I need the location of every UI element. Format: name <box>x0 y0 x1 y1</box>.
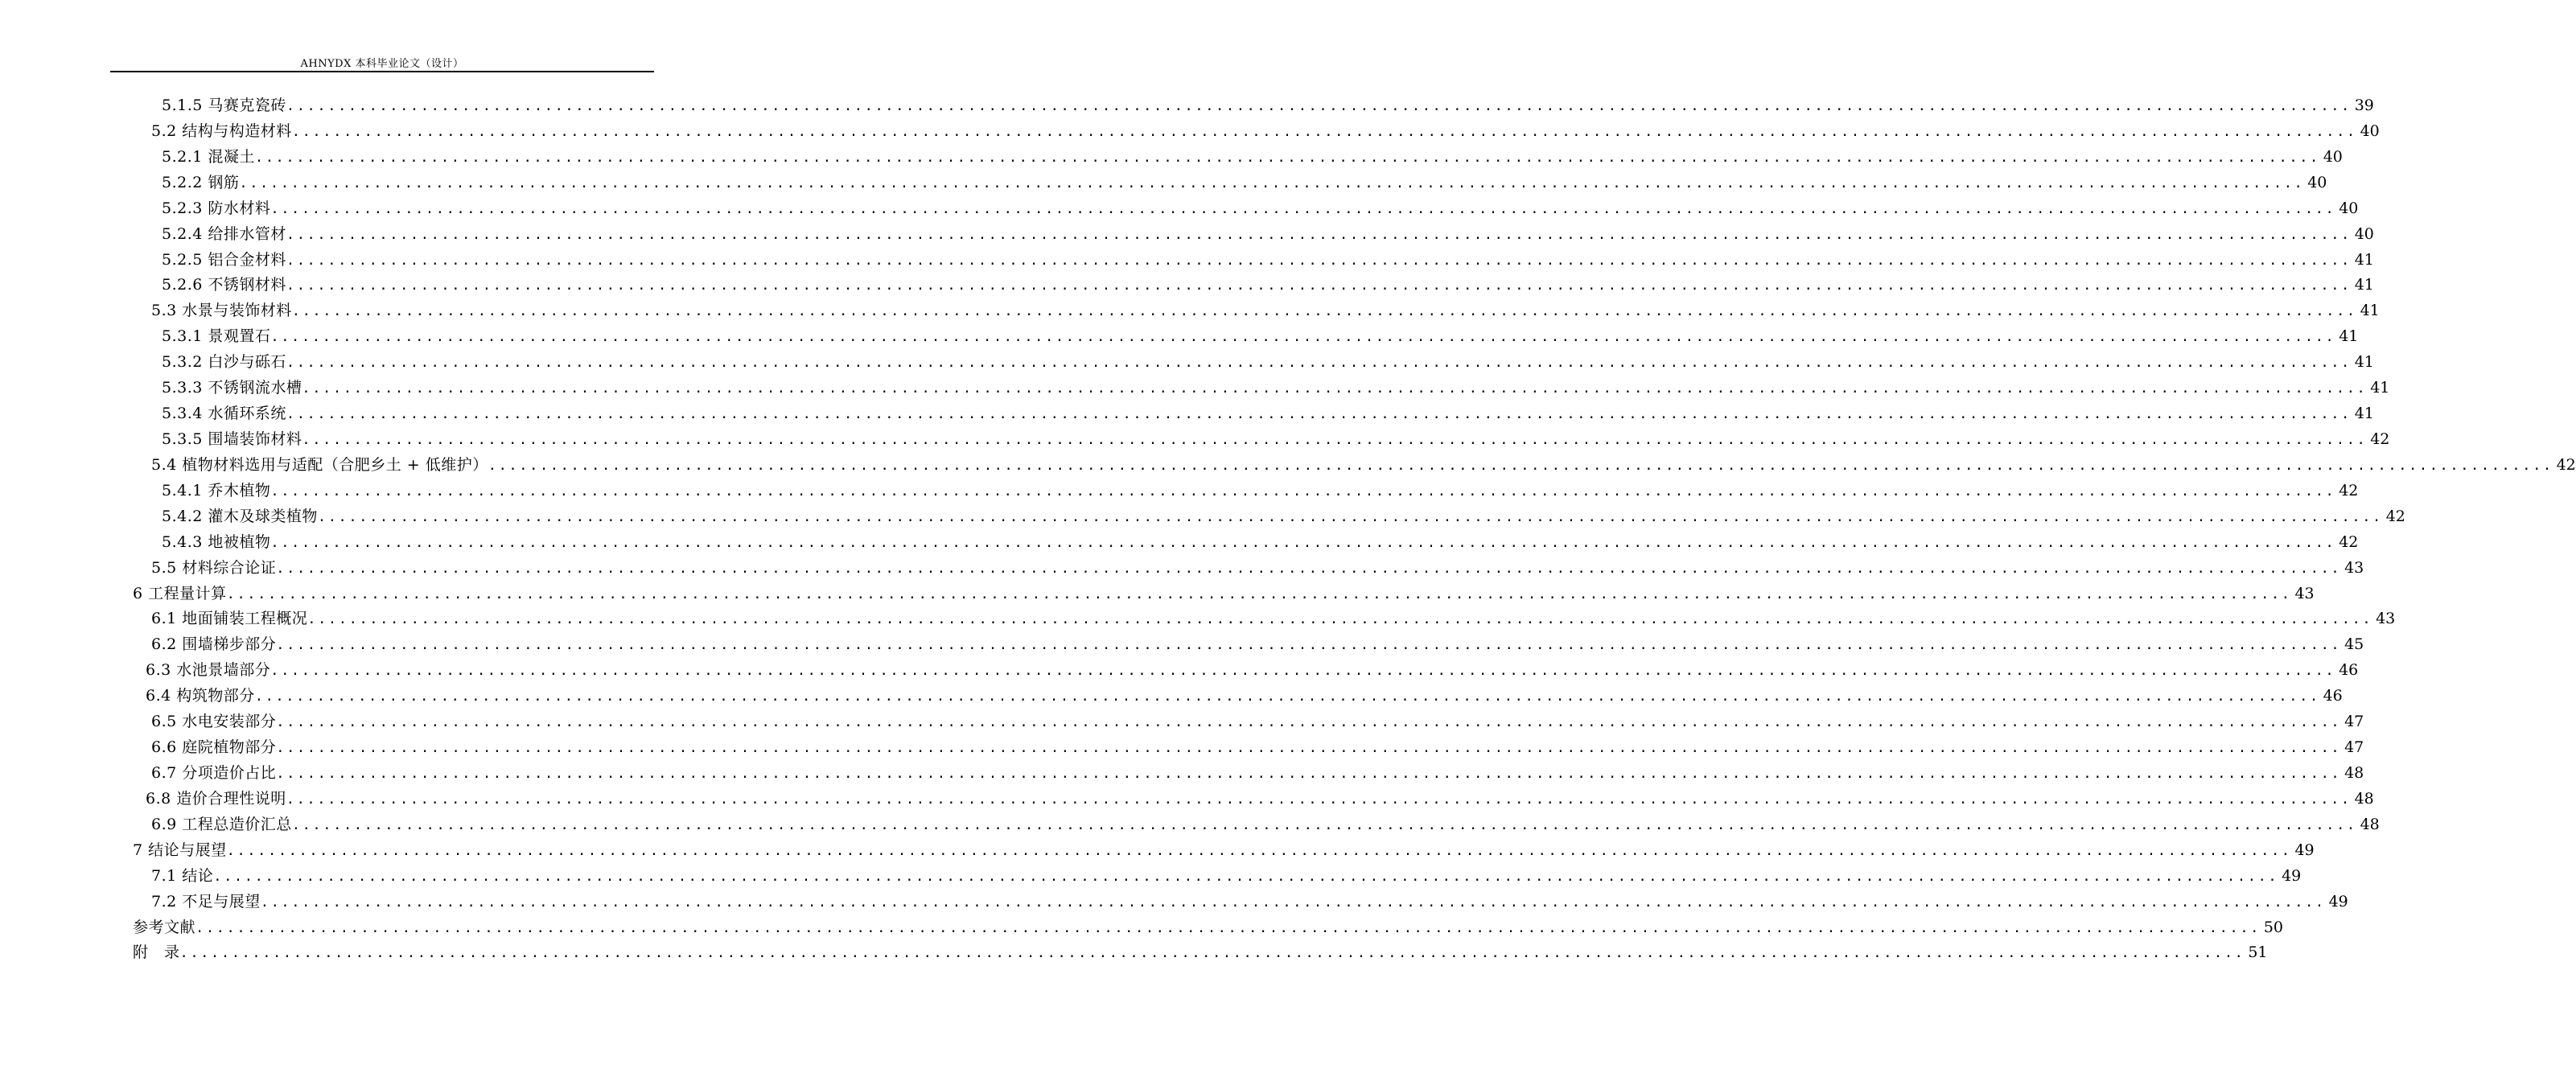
toc-entry[interactable] <box>0 812 2380 838</box>
toc-entry-page-number: 41 <box>2354 405 2374 423</box>
toc-entry-page-number: 41 <box>2354 250 2374 269</box>
toc-entry[interactable] <box>0 761 2364 787</box>
toc-entry-title: 6.8 造价合理性说明 <box>146 789 286 808</box>
toc-entry-page-number: 39 <box>2354 97 2374 114</box>
toc-dot-leader: ........................................................................................................................................................................................................ <box>291 123 2357 140</box>
toc-entry[interactable] <box>0 324 2359 350</box>
toc-entry-title: 5.2.1 混凝土 <box>162 147 255 166</box>
toc-entry-title: 5.3 水景与装饰材料 <box>151 302 292 320</box>
toc-entry-title: 6.5 水电安装部分 <box>151 713 277 731</box>
toc-entry-page-number: 42 <box>2556 455 2576 474</box>
toc-entry[interactable] <box>0 606 2396 632</box>
toc-dot-leader: ........................................................................................................................................................................................................ <box>276 560 2342 577</box>
toc-entry[interactable] <box>0 479 2359 504</box>
toc-dot-leader: ........................................................................................................................................................................................................ <box>488 457 2553 474</box>
toc-dot-leader: ........................................................................................................................................................................................................ <box>276 637 2342 654</box>
toc-entry-title: 5.2.6 不锈钢材料 <box>162 276 286 294</box>
toc-dot-leader: ........................................................................................................................................................................................................ <box>307 611 2373 628</box>
toc-entry-title: 5.2.4 给排水管材 <box>162 224 286 243</box>
toc-entry[interactable] <box>0 401 2374 427</box>
toc-entry-title: 5.2.3 防水材料 <box>162 199 271 217</box>
toc-dot-leader: ........................................................................................................................................................................................................ <box>270 534 2336 551</box>
toc-dot-leader: ........................................................................................................................................................................................................ <box>254 688 2320 705</box>
toc-entry[interactable] <box>0 684 2343 709</box>
toc-entry-title: 5.3.3 不锈钢流水槽 <box>162 379 302 397</box>
toc-entry[interactable] <box>0 709 2364 735</box>
toc-dot-leader: ........................................................................................................................................................................................................ <box>286 355 2352 372</box>
toc-entry[interactable] <box>0 427 2390 453</box>
toc-entry[interactable] <box>0 248 2374 273</box>
toc-entry-page-number: 47 <box>2344 738 2364 757</box>
toc-dot-leader: ........................................................................................................................................................................................................ <box>179 945 2245 962</box>
toc-entry-page-number: 40 <box>2323 147 2343 166</box>
toc-entry-page-number: 47 <box>2344 713 2364 731</box>
toc-dot-leader: ........................................................................................................................................................................................................ <box>270 200 2336 217</box>
toc-entry-title: 6 工程量计算 <box>133 584 227 602</box>
toc-entry-title: 7.1 结论 <box>151 866 214 885</box>
toc-entry[interactable] <box>0 171 2327 196</box>
toc-entry[interactable] <box>0 940 2268 966</box>
toc-entry[interactable] <box>0 376 2390 401</box>
toc-entry-title: 6.4 构筑物部分 <box>146 687 255 705</box>
toc-dot-leader: ........................................................................................................................................................................................................ <box>270 483 2336 499</box>
toc-entry[interactable] <box>0 838 2315 864</box>
toc-entry-title: 附 录 <box>133 943 180 962</box>
toc-dot-leader: ........................................................................................................................................................................................................ <box>286 277 2352 294</box>
toc-entry-title: 5.3.5 围墙装饰材料 <box>162 430 302 448</box>
toc-dot-leader: ........................................................................................................................................................................................................ <box>239 175 2305 191</box>
toc-entry[interactable] <box>0 530 2359 556</box>
toc-dot-leader: ........................................................................................................................................................................................................ <box>226 586 2292 602</box>
toc-dot-leader: ........................................................................................................................................................................................................ <box>291 303 2357 320</box>
toc-entry-page-number: 40 <box>2339 199 2359 217</box>
toc-entry-page-number: 48 <box>2354 789 2374 808</box>
toc-dot-leader: ........................................................................................................................................................................................................ <box>260 894 2326 910</box>
toc-entry-page-number: 40 <box>2360 121 2380 140</box>
toc-entry-title: 5.2.5 铝合金材料 <box>162 250 286 269</box>
toc-entry-page-number: 41 <box>2354 353 2374 372</box>
toc-entry[interactable] <box>0 273 2374 298</box>
toc-entry[interactable] <box>0 196 2359 222</box>
toc-entry-page-number: 48 <box>2344 763 2364 782</box>
toc-entry-page-number: 51 <box>2248 943 2268 962</box>
toc-entry-page-number: 41 <box>2360 302 2380 320</box>
toc-entry-page-number: 45 <box>2344 635 2364 654</box>
toc-dot-leader: ........................................................................................................................................................................................................ <box>276 765 2342 782</box>
toc-entry-title: 5.3.1 景观置石 <box>162 327 271 346</box>
toc-entry[interactable] <box>0 915 2283 941</box>
toc-entry-title: 5.2.2 钢筋 <box>162 173 240 191</box>
toc-dot-leader: ........................................................................................................................................................................................................ <box>302 431 2368 448</box>
toc-dot-leader: ........................................................................................................................................................................................................ <box>317 508 2383 525</box>
toc-entry[interactable] <box>0 93 2374 119</box>
toc-entry-page-number: 41 <box>2354 276 2374 294</box>
toc-entry-title: 6.2 围墙梯步部分 <box>151 635 277 654</box>
toc-entry-title: 6.6 庭院植物部分 <box>151 738 277 757</box>
toc-entry[interactable] <box>0 632 2364 658</box>
toc-dot-leader: ........................................................................................................................................................................................................ <box>270 329 2336 346</box>
toc-entry[interactable] <box>0 658 2359 684</box>
toc-entry-title: 7.2 不足与展望 <box>151 892 261 910</box>
header-rule <box>110 71 654 72</box>
toc-entry-title: 5.4.1 乔木植物 <box>162 481 271 499</box>
toc-entry-page-number: 42 <box>2339 532 2359 551</box>
toc-dot-leader: ........................................................................................................................................................................................................ <box>270 663 2336 680</box>
toc-entry-page-number: 42 <box>2339 481 2359 499</box>
toc-entry[interactable] <box>0 145 2343 171</box>
toc-dot-leader: ........................................................................................................................................................................................................ <box>276 740 2342 757</box>
toc-entry[interactable] <box>0 453 2576 479</box>
toc-entry-page-number: 48 <box>2360 815 2380 833</box>
toc-entry[interactable] <box>0 787 2374 812</box>
toc-dot-leader: ........................................................................................................................................................................................................ <box>286 98 2352 114</box>
toc-entry-title: 5.4.3 地被植物 <box>162 532 271 551</box>
toc-entry[interactable] <box>0 119 2380 145</box>
toc-entry[interactable] <box>0 350 2374 376</box>
toc-entry-page-number: 40 <box>2354 224 2374 243</box>
toc-entry[interactable] <box>0 556 2364 582</box>
toc-entry-page-number: 50 <box>2263 918 2283 936</box>
toc-entry-page-number: 46 <box>2323 687 2343 705</box>
toc-entry-page-number: 49 <box>2328 892 2348 910</box>
toc-entry-title: 6.1 地面铺装工程概况 <box>151 610 308 628</box>
toc-entry-title: 参考文献 <box>133 918 196 936</box>
toc-dot-leader: ........................................................................................................................................................................................................ <box>276 714 2342 731</box>
toc-dot-leader: ........................................................................................................................................................................................................ <box>302 380 2368 397</box>
toc-dot-leader: ........................................................................................................................................................................................................ <box>286 406 2352 423</box>
toc-dot-leader: ........................................................................................................................................................................................................ <box>286 226 2352 243</box>
toc-entry-page-number: 40 <box>2307 173 2327 191</box>
toc-entry-title: 6.7 分项造价占比 <box>151 763 277 782</box>
toc-dot-leader: ........................................................................................................................................................................................................ <box>286 791 2352 808</box>
toc-dot-leader: ........................................................................................................................................................................................................ <box>254 149 2320 166</box>
toc-entry-title: 5.1.5 马赛克瓷砖 <box>162 97 286 114</box>
table-of-contents <box>0 93 2576 966</box>
toc-dot-leader: ........................................................................................................................................................................................................ <box>286 252 2352 269</box>
toc-entry[interactable] <box>0 582 2315 607</box>
toc-entry[interactable] <box>0 864 2302 890</box>
toc-entry[interactable] <box>0 504 2405 530</box>
toc-entry-title: 5.3.2 白沙与砾石 <box>162 353 286 372</box>
toc-dot-leader: ........................................................................................................................................................................................................ <box>291 816 2357 833</box>
toc-entry-title: 5.3.4 水循环系统 <box>162 405 286 423</box>
toc-entry-page-number: 49 <box>2282 866 2302 885</box>
toc-entry-title: 5.5 材料综合论证 <box>151 558 277 577</box>
toc-entry-title: 5.4 植物材料选用与适配（合肥乡土 + 低维护） <box>151 455 488 474</box>
toc-entry-page-number: 42 <box>2370 430 2390 448</box>
page-header: AHNYDX 本科毕业论文（设计） <box>300 58 464 70</box>
toc-entry-page-number: 42 <box>2385 507 2405 525</box>
toc-entry-page-number: 46 <box>2339 661 2359 680</box>
toc-entry[interactable] <box>0 222 2374 248</box>
toc-dot-leader: ........................................................................................................................................................................................................ <box>213 868 2279 885</box>
toc-entry-title: 5.4.2 灌木及球类植物 <box>162 507 318 525</box>
toc-entry-title: 7 结论与展望 <box>133 841 227 859</box>
toc-entry-page-number: 41 <box>2339 327 2359 346</box>
toc-entry[interactable] <box>0 735 2364 761</box>
toc-entry[interactable] <box>0 890 2348 915</box>
toc-entry-page-number: 41 <box>2370 379 2390 397</box>
toc-dot-leader: ........................................................................................................................................................................................................ <box>226 842 2292 859</box>
toc-entry-page-number: 43 <box>2294 584 2315 602</box>
toc-entry-page-number: 43 <box>2344 558 2364 577</box>
toc-entry-page-number: 43 <box>2376 610 2396 628</box>
toc-entry-title: 6.3 水池景墙部分 <box>146 661 271 680</box>
toc-entry-title: 5.2 结构与构造材料 <box>151 121 292 140</box>
toc-entry-page-number: 49 <box>2294 841 2315 859</box>
toc-dot-leader: ........................................................................................................................................................................................................ <box>195 919 2261 936</box>
toc-entry[interactable] <box>0 298 2380 324</box>
toc-entry-title: 6.9 工程总造价汇总 <box>151 815 292 833</box>
